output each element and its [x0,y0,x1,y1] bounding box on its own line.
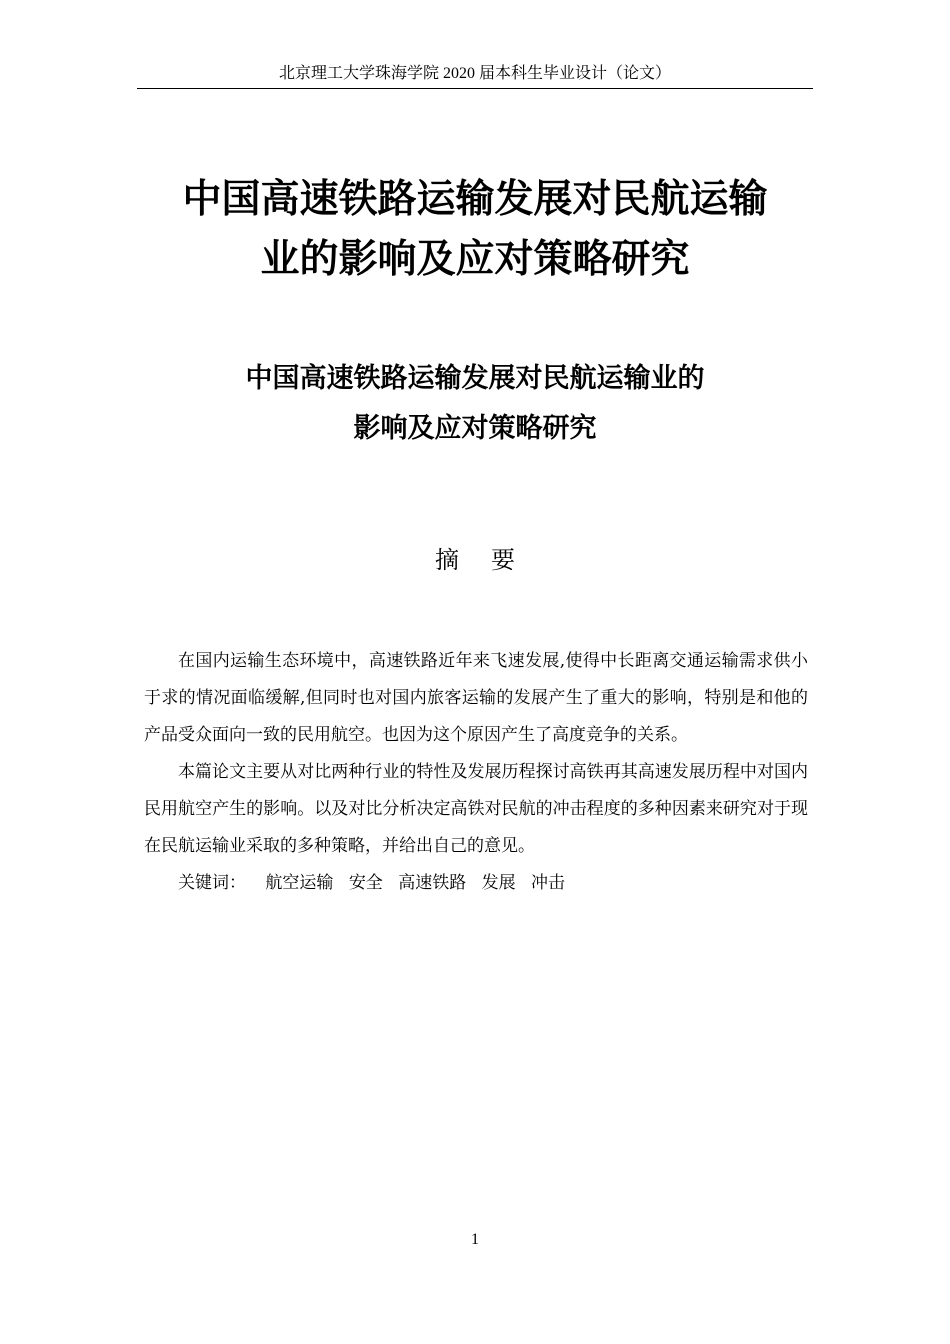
header-rule [137,88,813,89]
main-title [137,170,813,290]
keyword-item: 冲击 [531,873,566,893]
abstract-paragraph-1: 在国内运输生态环境中，高速铁路近年来飞速发展,使得中长距离交通运输需求供小于求的情况面临缓解,但同时也对国内旅客运输的发展产生了重大的影响，特别是和他的产品受众面向一致的民用航空。也因为这个原因产生了高度竞争的关系。 [144,651,808,745]
keyword-item: 航空运输 [265,873,334,893]
page-header: 北京理工大学珠海学院 2020 届本科生毕业设计（论文） [278,65,671,82]
abstract-paragraph-2: 本篇论文主要从对比两种行业的特性及发展历程探讨高铁再其高速发展历程中对国内民用航空产生的影响。以及对比分析决定高铁对民航的冲击程度的多种因素来研究对于现在民航运输业采取的多种策略，并给出自己的意见。 [144,762,808,856]
keyword-item: 发展 [481,873,516,893]
sub-title-line-2: 影响及应对策略研究 [353,413,597,444]
keyword-item: 安全 [348,873,383,893]
sub-title [137,354,813,454]
sub-title-line-1: 中国高速铁路运输发展对民航运输业的 [245,363,705,394]
keyword-item: 高速铁路 [398,873,467,893]
keywords-label: 关键词： [178,873,246,893]
keywords-line [144,865,808,902]
abstract-body [144,643,808,902]
page-number: 1 [471,1231,479,1248]
abstract-heading: 摘要 [435,546,547,574]
main-title-line-1: 中国高速铁路运输发展对民航运输 [182,177,768,222]
main-title-line-2: 业的影响及应对策略研究 [260,237,690,282]
